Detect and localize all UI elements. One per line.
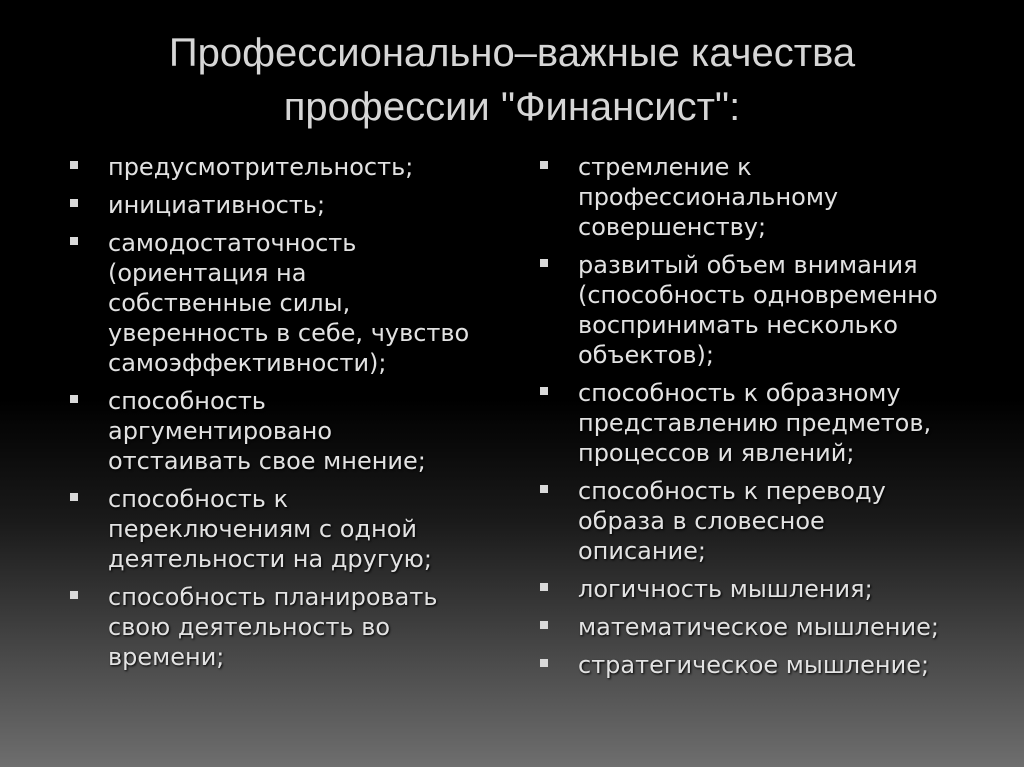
- square-bullet-icon: [70, 493, 78, 501]
- square-bullet-icon: [540, 387, 548, 395]
- list-item: стремление к профессиональному совершенству;: [540, 152, 980, 242]
- square-bullet-icon: [540, 659, 548, 667]
- list-item: способность к переводу образа в словесное описание;: [540, 476, 980, 566]
- list-item: самодостаточность (ориентация на собственные силы, уверенность в себе, чувство самоэффективности);: [70, 228, 510, 378]
- right-quality-list: [540, 152, 980, 688]
- title-line-1: Профессионально–важные качества: [168, 31, 856, 75]
- list-item: предусмотрительность;: [70, 152, 510, 182]
- list-item: логичность мышления;: [540, 574, 980, 604]
- square-bullet-icon: [70, 591, 78, 599]
- slide-title: [0, 26, 1024, 134]
- list-item: инициативность;: [70, 190, 510, 220]
- list-item: стратегическое мышление;: [540, 650, 980, 680]
- square-bullet-icon: [540, 583, 548, 591]
- square-bullet-icon: [540, 485, 548, 493]
- title-line-2: профессии "Финансист":: [283, 85, 741, 129]
- square-bullet-icon: [540, 621, 548, 629]
- square-bullet-icon: [540, 161, 548, 169]
- left-quality-list: [70, 152, 510, 680]
- square-bullet-icon: [70, 161, 78, 169]
- list-item: математическое мышление;: [540, 612, 980, 642]
- list-item: способность к переключениям с одной деятельности на другую;: [70, 484, 510, 574]
- square-bullet-icon: [540, 259, 548, 267]
- square-bullet-icon: [70, 237, 78, 245]
- square-bullet-icon: [70, 199, 78, 207]
- list-item: развитый объем внимания (способность одновременно воспринимать несколько объектов);: [540, 250, 980, 370]
- list-item: способность планировать свою деятельность во времени;: [70, 582, 510, 672]
- list-item: способность к образному представлению предметов, процессов и явлений;: [540, 378, 980, 468]
- list-item: способность аргументировано отстаивать свое мнение;: [70, 386, 510, 476]
- square-bullet-icon: [70, 395, 78, 403]
